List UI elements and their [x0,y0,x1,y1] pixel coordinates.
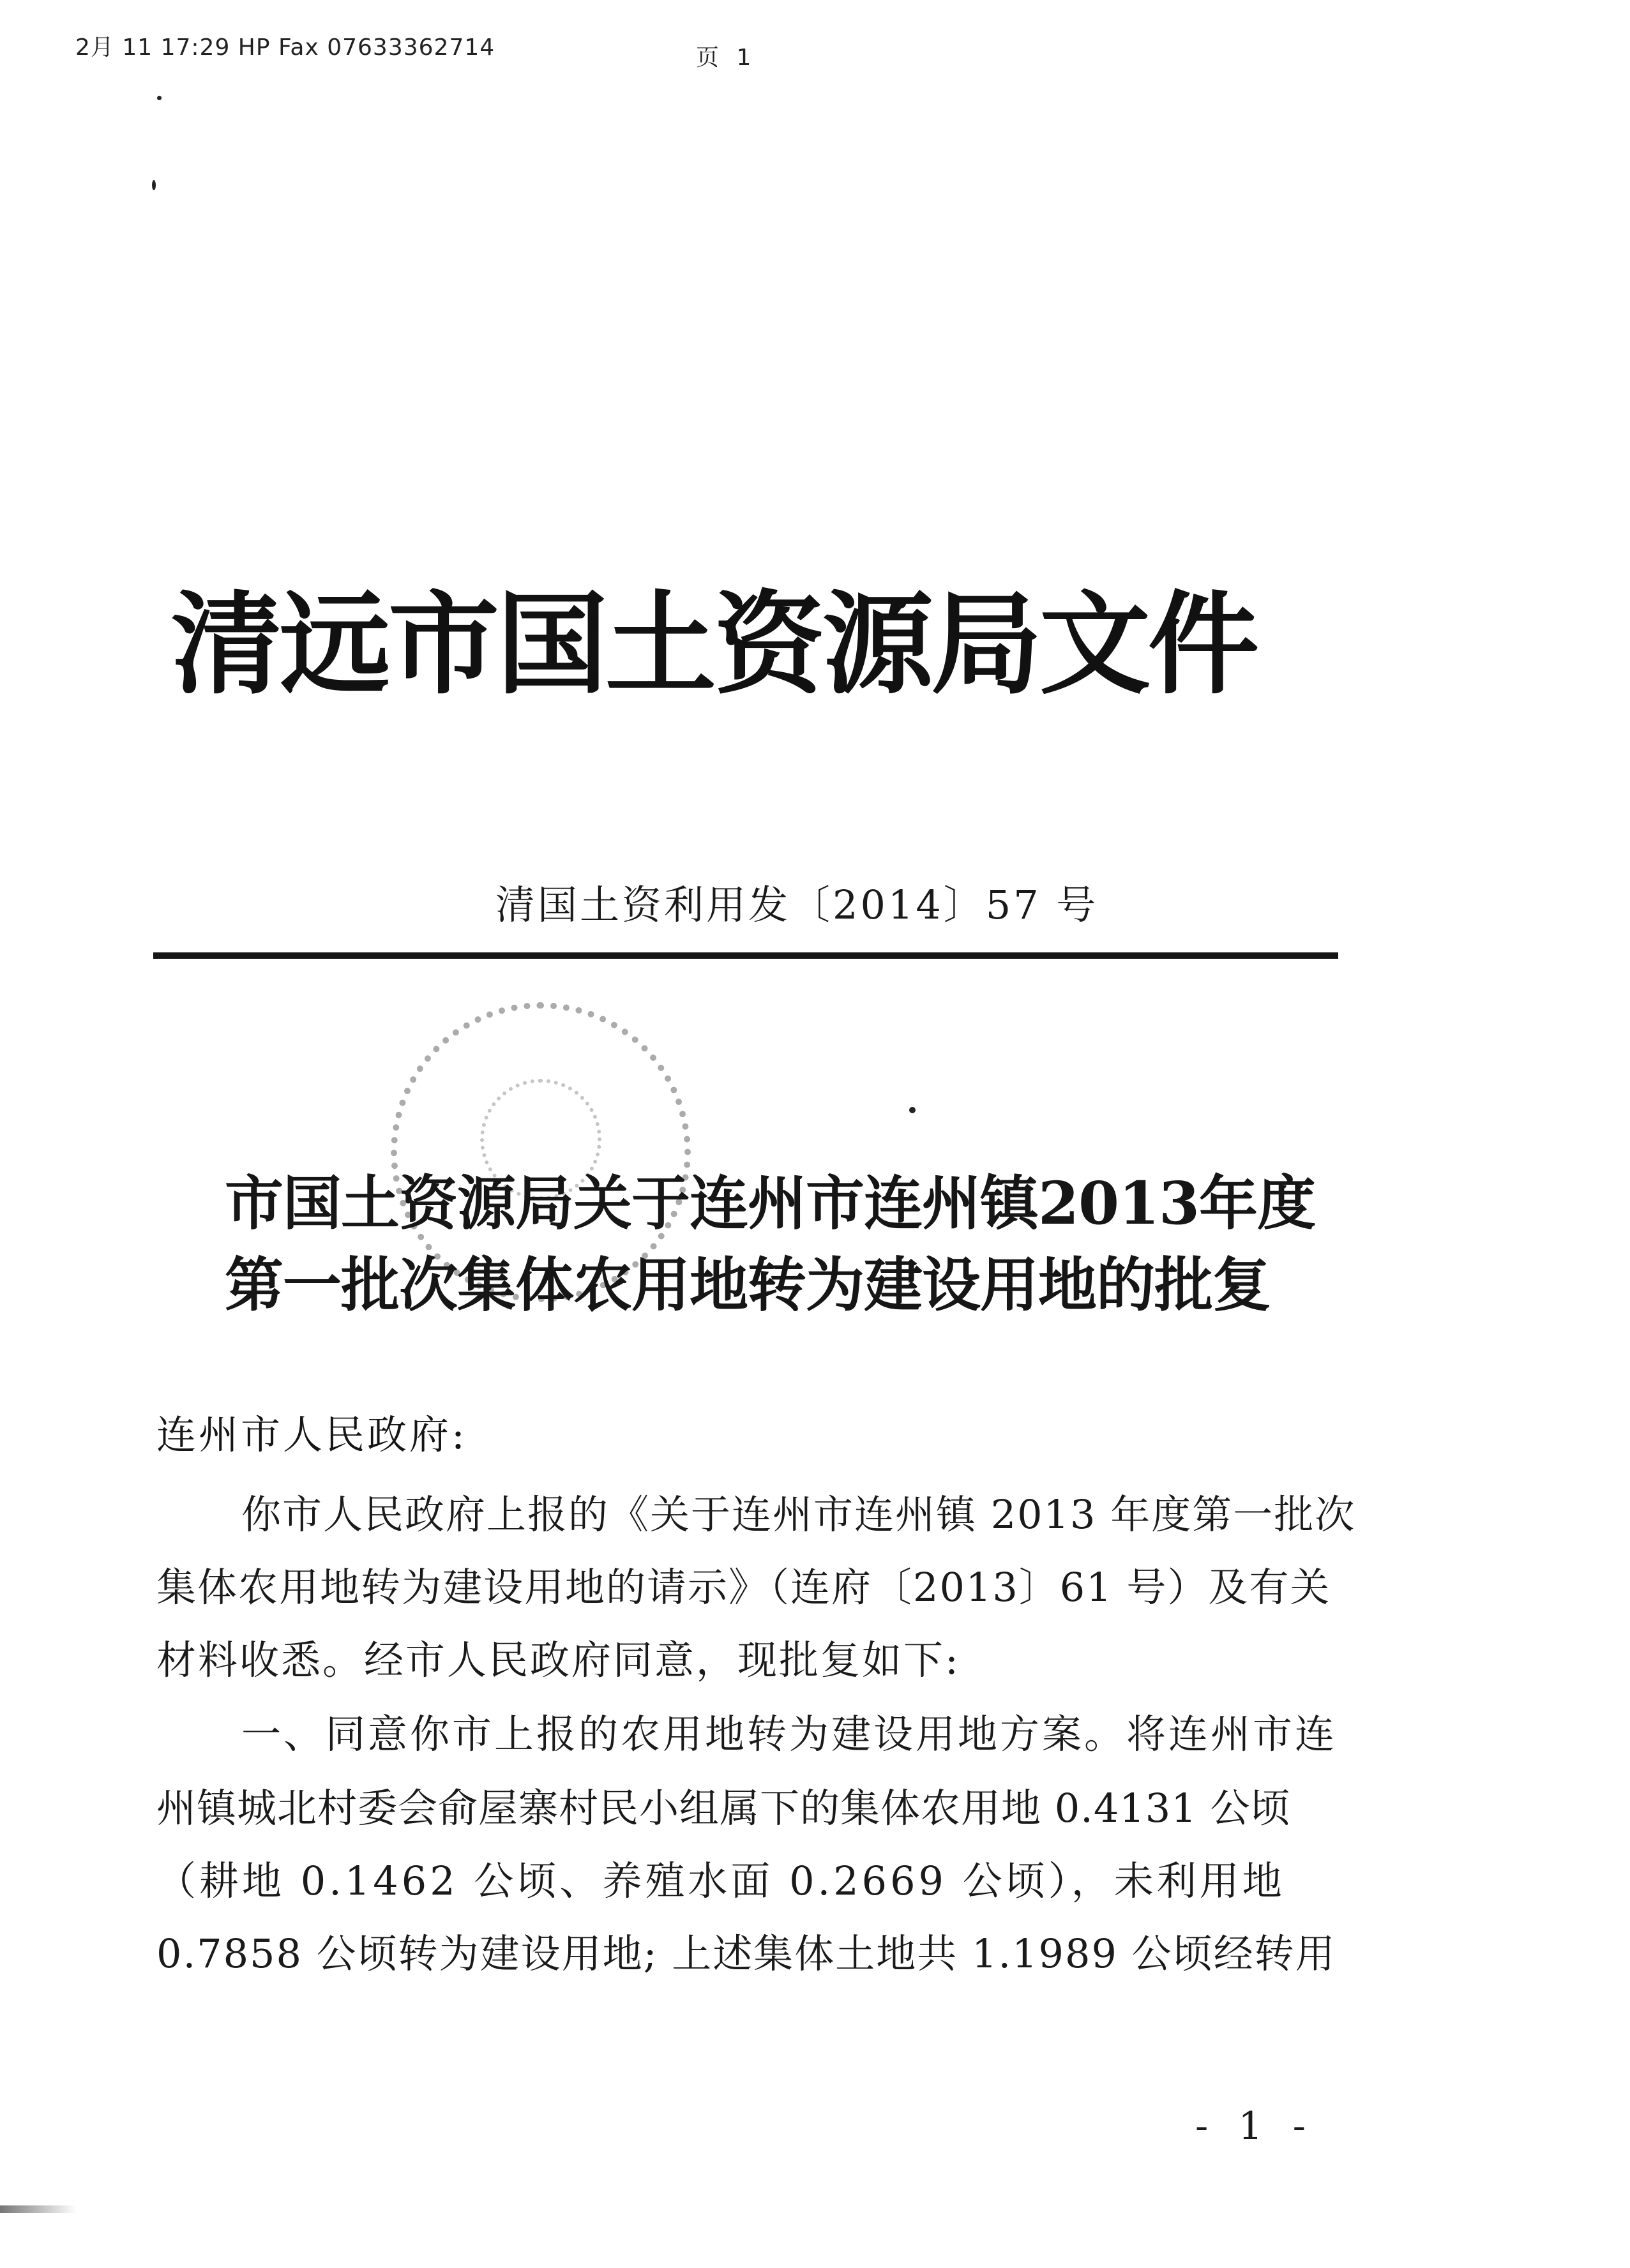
body-line: 一、同意你市上报的农用地转为建设用地方案。将连州市连 [241,1711,1338,1757]
document-number: 清国土资利用发〔2014〕57 号 [495,882,1099,928]
header-red-line [153,952,1338,959]
fax-page-indicator: 页 1 [696,45,757,71]
body-line: 集体农用地转为建设用地的请示》（连府〔2013〕61 号）及有关 [156,1564,1331,1611]
page-number: - 1 - [1195,2104,1315,2149]
document-title: 清远市国土资源局文件 [171,580,1257,710]
body-line: 材料收悉。经市人民政府同意，现批复如下: [156,1637,960,1683]
fax-transmission-header: 2月 11 17:29 HP Fax 07633362714 [75,34,495,61]
scan-speck [909,1107,916,1113]
scan-speck [152,180,156,190]
subject-line-1: 市国土资源局关于连州市连州镇2013年度 [225,1169,1316,1238]
scan-speck [157,96,162,100]
scan-edge-artifact [0,2205,77,2213]
body-line: 你市人民政府上报的《关于连州市连州镇 2013 年度第一批次 [241,1491,1356,1538]
body-line: （耕地 0.1462 公顷、养殖水面 0.2669 公顷），未利用地 [156,1858,1285,1904]
addressee: 连州市人民政府: [156,1411,467,1458]
body-line: 州镇城北村委会俞屋寨村民小组属下的集体农用地 0.4131 公顷 [156,1785,1291,1831]
body-line: 0.7858 公顷转为建设用地; 上述集体土地共 1.1989 公顷经转用 [156,1930,1336,1977]
subject-line-2: 第一批次集体农用地转为建设用地的批复 [225,1250,1271,1319]
